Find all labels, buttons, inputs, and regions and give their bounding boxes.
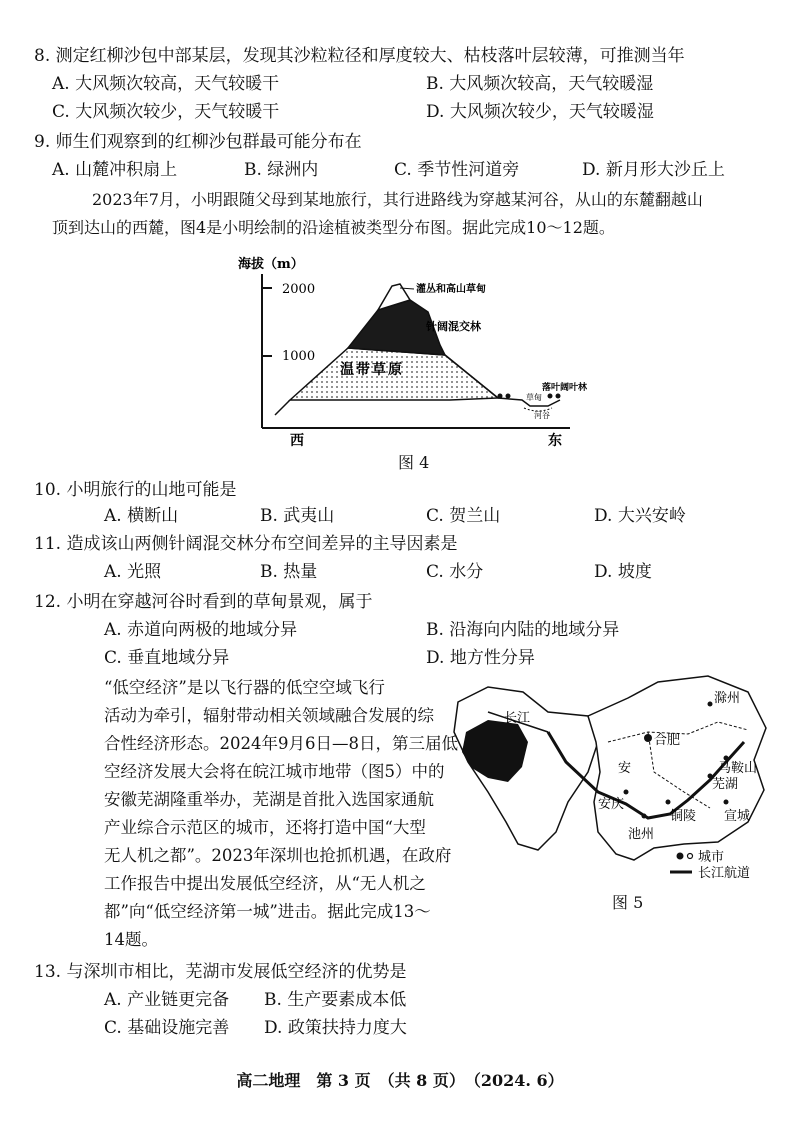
city-dot-xuancheng	[724, 800, 729, 805]
question-8-stem: 8. 测定红柳沙包中部某层，发现其沙粒粒径和厚度较大、枯枝落叶层较薄，可推测当年	[34, 46, 685, 66]
passage2-line-4: 空经济发展大会将在皖江城市地带（图5）中的	[104, 762, 445, 781]
label-changjiang: 长江	[504, 711, 531, 726]
q12-option-d: D. 地方性分异	[426, 648, 535, 668]
label-east: 东	[548, 433, 562, 449]
passage2-line-1: “低空经济”是以飞行器的低空空域飞行	[104, 678, 385, 697]
tick-2000-label: 2000	[282, 282, 316, 297]
passage2-line-7: 无人机之都”。2023年深圳也抢抓机遇，在政府	[104, 846, 452, 865]
label-shrub-meadow: 灌丛和高山草甸	[416, 284, 486, 295]
city-dot-anqing	[624, 790, 629, 795]
figure-5-caption: 图 5	[612, 893, 644, 912]
city-hefei: 合肥	[654, 733, 681, 748]
q9-option-d: D. 新月形大沙丘上	[582, 160, 725, 180]
tick-1000-label: 1000	[282, 349, 316, 364]
page-footer: 高二地理 第 3 页 （共 8 页） （2024. 6）	[236, 1071, 564, 1090]
passage2-line-8: 工作报告中提出发展低空经济，从“无人机之	[104, 874, 426, 893]
q9-option-c: C. 季节性河道旁	[394, 160, 520, 180]
q10-option-b: B. 武夷山	[260, 506, 335, 526]
city-dot-chizhou	[642, 814, 647, 819]
legend-city-dot-small	[688, 854, 693, 859]
q10-option-c: C. 贺兰山	[426, 506, 501, 526]
q11-option-d: D. 坡度	[594, 562, 652, 582]
label-mixed-forest: 针阔混交林	[426, 320, 481, 333]
figure-5-map	[448, 672, 778, 882]
city-dot-maanshan	[724, 756, 729, 761]
city-wuhu: 芜湖	[712, 777, 739, 792]
q9-option-b: B. 绿洲内	[244, 160, 319, 180]
city-anqing: 安庆	[598, 797, 625, 812]
q8-option-b: B. 大风频次较高，天气较暖湿	[426, 74, 654, 94]
city-chuzhou: 滁州	[714, 691, 741, 706]
passage2-line-9: 都”向“低空经济第一城”进击。据此完成13～	[104, 902, 431, 921]
q13-option-d: D. 政策扶持力度大	[264, 1018, 407, 1038]
label-west: 西	[290, 433, 304, 449]
passage2-line-2: 活动为牵引，辐射带动相关领域融合发展的综	[104, 706, 434, 725]
legend-route-label: 长江航道	[698, 866, 751, 881]
passage2-line-6: 产业综合示范区的城市，还将打造中国“大型	[104, 818, 426, 837]
q12-option-a: A. 赤道向两极的地域分异	[104, 620, 298, 640]
label-an: 安	[618, 761, 632, 776]
figure-4-caption: 图 4	[398, 453, 430, 472]
q10-option-a: A. 横断山	[104, 506, 179, 526]
passage1-line1: 2023年7月，小明跟随父母到某地旅行，其行进路线为穿越某河谷，从山的东麓翻越山	[92, 190, 703, 209]
label-broadleaf-forest: 落叶阔叶林	[542, 383, 588, 393]
city-dot-tongling	[666, 800, 671, 805]
city-dot-chuzhou	[708, 702, 713, 707]
legend-city-label: 城市	[698, 850, 725, 865]
q13-option-c: C. 基础设施完善	[104, 1018, 230, 1038]
label-meadow: 草甸	[526, 393, 542, 402]
q8-option-a: A. 大风频次较高，天气较暖干	[52, 74, 280, 94]
question-11-stem: 11. 造成该山两侧针阔混交林分布空间差异的主导因素是	[34, 534, 458, 554]
q11-option-c: C. 水分	[426, 562, 484, 582]
city-tongling: 铜陵	[670, 809, 697, 824]
q13-option-b: B. 生产要素成本低	[264, 990, 407, 1010]
passage2-line-10: 14题。	[104, 930, 158, 949]
question-12-stem: 12. 小明在穿越河谷时看到的草甸景观，属于	[34, 592, 373, 612]
q8-option-d: D. 大风频次较少，天气较暖湿	[426, 102, 654, 122]
question-9-stem: 9. 师生们观察到的红柳沙包群最可能分布在	[34, 132, 362, 152]
figure-4-vegetation-profile	[230, 250, 610, 450]
q12-option-b: B. 沿海向内陆的地域分异	[426, 620, 620, 640]
label-temperate-steppe: 温带草原	[340, 362, 404, 378]
q13-option-a: A. 产业链更完备	[104, 990, 230, 1010]
question-13-stem: 13. 与深圳市相比，芜湖市发展低空经济的优势是	[34, 962, 407, 982]
city-xuancheng: 宣城	[724, 809, 751, 824]
q11-option-b: B. 热量	[260, 562, 318, 582]
passage2-line-3: 合性经济形态。2024年9月6日—8日，第三届低	[104, 734, 458, 753]
q8-option-c: C. 大风频次较少，天气较暖干	[52, 102, 280, 122]
passage1-line2: 顶到达山的西麓，图4是小明绘制的沿途植被类型分布图。据此完成10～12题。	[52, 218, 615, 237]
legend-city-dot-large	[677, 853, 684, 860]
y-axis-label: 海拔（m）	[238, 257, 304, 272]
q11-option-a: A. 光照	[104, 562, 162, 582]
q9-option-a: A. 山麓冲积扇上	[52, 160, 178, 180]
q12-option-c: C. 垂直地域分异	[104, 648, 230, 668]
question-10-stem: 10. 小明旅行的山地可能是	[34, 480, 237, 500]
city-maanshan: 马鞍山	[718, 761, 758, 776]
city-chizhou: 池州	[628, 827, 655, 842]
city-dot-hefei	[644, 734, 652, 742]
passage2-line-5: 安徽芜湖隆重举办，芜湖是首批入选国家通航	[104, 790, 434, 809]
q10-option-d: D. 大兴安岭	[594, 506, 686, 526]
label-valley: 河谷	[534, 411, 550, 420]
